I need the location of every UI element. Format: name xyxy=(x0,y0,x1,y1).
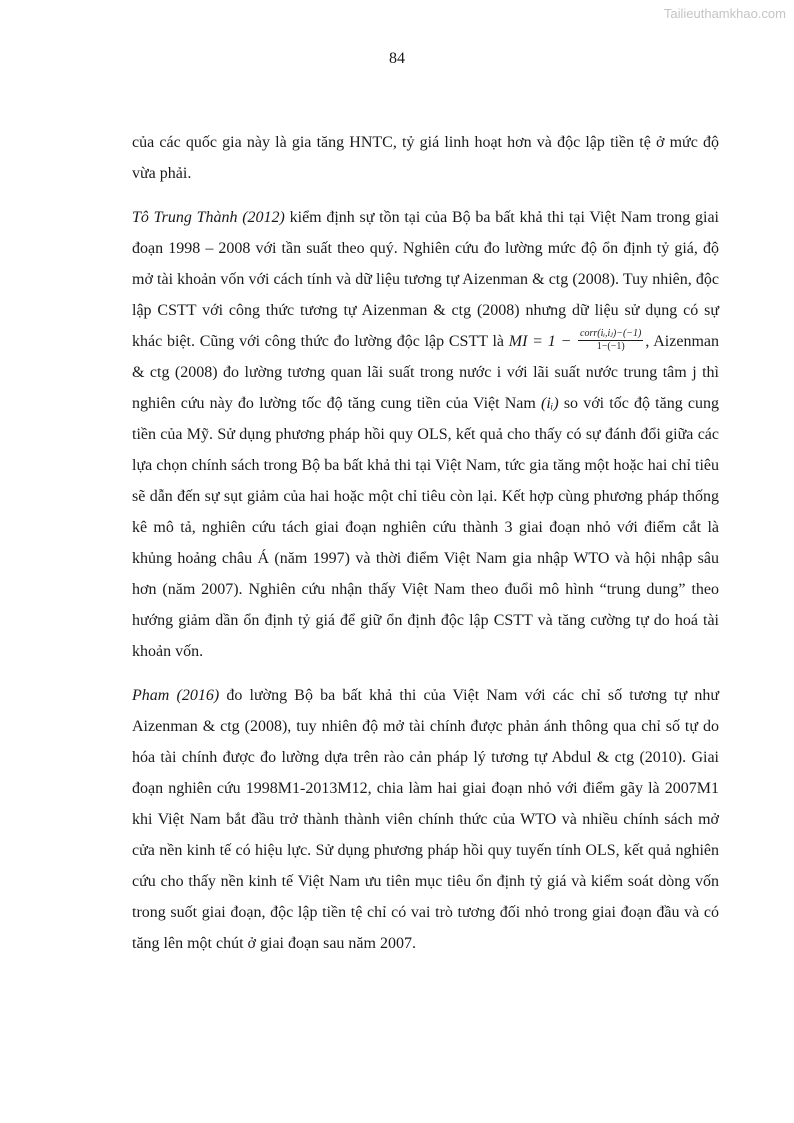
page-number: 84 xyxy=(389,50,405,67)
paragraph-1-text: của các quốc gia này là gia tăng HNTC, tỷ giá linh hoạt hơn và độc lập tiền tệ ở mức độ vừa phải. xyxy=(132,134,719,182)
page-body xyxy=(132,127,719,972)
paragraph-1 xyxy=(132,127,719,189)
formula-lhs: MI = 1 − xyxy=(508,333,577,350)
formula-denominator: 1−(−1) xyxy=(596,340,625,352)
formula-fraction xyxy=(578,328,643,353)
watermark: Tailieuthamkhao.com xyxy=(663,6,786,21)
citation-author: Pham (2016) xyxy=(132,687,220,704)
formula-inline-i: (iᵢ) xyxy=(541,395,559,412)
paragraph-2-text-a: kiểm định sự tồn tại của Bộ ba bất khả thi tại Việt Nam trong giai đoạn 1998 – 2008 với tần suất theo quý. Nghiên cứu đo lường mức độ ổn định tỷ giá, độ mở tài khoản vốn với cách tính và dữ liệu tương tự Aizenman & ctg (2008). Tuy nhiên, độc lập CSTT với công thức tương tự Aizenman & ctg (2008) nhưng dữ liệu sử dụng có sự khác biệt. Cũng với công thức đo lường độc lập CSTT là xyxy=(132,209,719,350)
paragraph-2-text-c: so với tốc độ tăng cung tiền của Mỹ. Sử dụng phương pháp hồi quy OLS, kết quả cho thấy có sự đánh đổi giữa các lựa chọn chính sách trong Bộ ba bất khả thi tại Việt Nam, tức gia tăng một hoặc hai chỉ tiêu sẽ dẫn đến sự sụt giảm của hai hoặc một chỉ tiêu còn lại. Kết hợp cùng phương pháp thống kê mô tả, nghiên cứu tách giai đoạn nghiên cứu thành 3 giai đoạn nhỏ với điểm cắt là khủng hoảng châu Á (năm 1997) và thời điểm Việt Nam gia nhập WTO và hội nhập sâu hơn (năm 2007). Nghiên cứu nhận thấy Việt Nam theo đuổi mô hình “trung dung” theo hướng giảm dần ổn định tỷ giá để giữ ổn định độc lập CSTT và tăng cường tự do hoá tài khoản vốn. xyxy=(132,395,720,660)
citation-author: Tô Trung Thành (2012) xyxy=(132,209,285,226)
paragraph-2-text-b: , Aizenman & ctg (2008) đo lường tương quan lãi suất trong nước i với lãi suất nước trung tâm j thì nghiên cứu này đo lường tốc độ tăng cung tiền của Việt Nam xyxy=(132,333,719,412)
paragraph-3 xyxy=(132,680,719,959)
formula-numerator: corr(iᵢ,iⱼ)−(−1) xyxy=(580,327,642,339)
paragraph-3-text: đo lường Bộ ba bất khả thi của Việt Nam với các chỉ số tương tự như Aizenman & ctg (2008), tuy nhiên độ mở tài chính được phản ánh thông qua chỉ số tự do hóa tài chính được đo lường dựa trên rào cản pháp lý tương tự Abdul & ctg (2010). Giai đoạn nghiên cứu 1998M1-2013M12, chia làm hai giai đoạn nhỏ với điểm gãy là 2007M1 khi Việt Nam bắt đầu trở thành thành viên chính thức của WTO và nhiều chính sách mở cửa nền kinh tế có hiệu lực. Sử dụng phương pháp hồi quy tuyến tính OLS, kết quả nghiên cứu cho thấy nền kinh tế Việt Nam ưu tiên mục tiêu ổn định tỷ giá và kiểm soát dòng vốn trong suốt giai đoạn, độc lập tiền tệ chỉ có vai trò tương đối nhỏ trong giai đoạn đầu và có tăng lên một chút ở giai đoạn sau năm 2007. xyxy=(132,687,720,952)
paragraph-2 xyxy=(132,202,719,667)
